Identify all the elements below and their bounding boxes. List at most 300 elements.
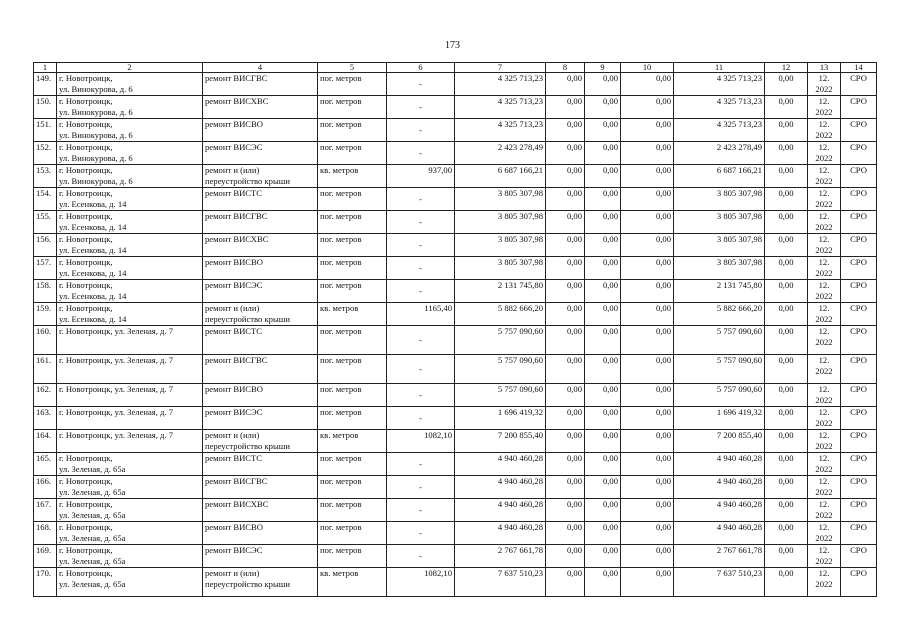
work-type-cell xyxy=(203,384,318,407)
column-number: 5 xyxy=(318,63,387,73)
unit-cell xyxy=(318,545,387,568)
row-number: 164. xyxy=(36,430,52,440)
funding-cell xyxy=(585,522,621,545)
deadline-cell xyxy=(808,73,841,96)
funding-value: 0,00 xyxy=(602,234,618,244)
funding-cell xyxy=(621,568,674,597)
funding-cell xyxy=(621,355,674,384)
work-type-cell xyxy=(203,476,318,499)
other-funding-value: 0,00 xyxy=(778,280,794,290)
work-type-line: ремонт ВИСТС xyxy=(205,453,263,463)
row-number: 162. xyxy=(36,384,52,394)
unit-cell xyxy=(318,280,387,303)
address-cell xyxy=(57,476,203,499)
fund-method: СРО xyxy=(850,522,867,532)
funding-value: 0,00 xyxy=(602,545,618,555)
quantity-cell xyxy=(387,355,455,384)
address-line: г. Новотроицк, xyxy=(59,453,113,463)
row-number: 169. xyxy=(36,545,52,555)
funding-cell xyxy=(585,430,621,453)
deadline-month: 12. xyxy=(818,96,830,106)
total-cost-cell xyxy=(455,407,546,430)
total-cost-cell xyxy=(455,476,546,499)
quantity-cell xyxy=(387,234,455,257)
funding-value: 0,00 xyxy=(655,280,671,290)
funding-cell xyxy=(546,188,585,211)
column-number: 4 xyxy=(203,63,318,73)
funding-value: 0,00 xyxy=(602,211,618,221)
other-funding-cell xyxy=(765,73,808,96)
quantity-cell xyxy=(387,476,455,499)
other-funding-cell xyxy=(765,407,808,430)
row-number-cell xyxy=(34,234,57,257)
funding-cell xyxy=(546,119,585,142)
unit-cell xyxy=(318,73,387,96)
fund-cost-value: 1 696 419,32 xyxy=(716,407,762,417)
method-cell xyxy=(841,430,877,453)
deadline-cell xyxy=(808,453,841,476)
row-number-cell xyxy=(34,568,57,597)
other-funding-cell xyxy=(765,119,808,142)
funding-cell xyxy=(585,384,621,407)
fund-cost-cell xyxy=(674,326,765,355)
table-row xyxy=(34,568,877,597)
column-number: 8 xyxy=(546,63,585,73)
row-number: 159. xyxy=(36,303,52,313)
column-number: 7 xyxy=(455,63,546,73)
deadline-cell xyxy=(808,545,841,568)
funding-cell xyxy=(621,142,674,165)
total-cost-cell xyxy=(455,119,546,142)
total-cost-cell xyxy=(455,280,546,303)
work-type-line: ремонт ВИСЭС xyxy=(205,142,263,152)
quantity-value: - xyxy=(419,147,422,158)
other-funding-value: 0,00 xyxy=(778,73,794,83)
fund-cost-value: 7 637 510,23 xyxy=(716,568,762,578)
fund-method: СРО xyxy=(850,355,867,365)
funding-value: 0,00 xyxy=(655,303,671,313)
address-line: г. Новотроицк, xyxy=(59,234,113,244)
other-funding-value: 0,00 xyxy=(778,355,794,365)
other-funding-value: 0,00 xyxy=(778,407,794,417)
funding-value: 0,00 xyxy=(602,384,618,394)
total-cost-cell xyxy=(455,430,546,453)
fund-cost-cell xyxy=(674,96,765,119)
address-line: ул. Есенкова, д. 14 xyxy=(59,245,127,255)
total-cost-cell xyxy=(455,303,546,326)
work-type-line: ремонт ВИСВО xyxy=(205,522,263,532)
method-cell xyxy=(841,73,877,96)
funding-cell xyxy=(546,545,585,568)
address-line: ул. Зеленая, д. 65а xyxy=(59,487,126,497)
total-cost-value: 7 637 510,23 xyxy=(497,568,543,578)
deadline-month: 12. xyxy=(818,73,830,83)
funding-cell xyxy=(585,119,621,142)
fund-method: СРО xyxy=(850,476,867,486)
deadline-year: 2022 xyxy=(815,84,833,94)
deadline-year: 2022 xyxy=(815,556,833,566)
funding-value: 0,00 xyxy=(655,165,671,175)
deadline-month: 12. xyxy=(818,211,830,221)
table-row xyxy=(34,326,877,355)
row-number: 166. xyxy=(36,476,52,486)
row-number-cell xyxy=(34,326,57,355)
work-type-line: ремонт ВИСХВС xyxy=(205,234,269,244)
quantity-value: - xyxy=(419,78,422,89)
total-cost-value: 2 131 745,80 xyxy=(497,280,543,290)
row-number-cell xyxy=(34,430,57,453)
quantity-value: - xyxy=(419,550,422,561)
deadline-cell xyxy=(808,234,841,257)
funding-value: 0,00 xyxy=(655,453,671,463)
column-number: 9 xyxy=(585,63,621,73)
address-line: г. Новотроицк, xyxy=(59,568,113,578)
quantity-cell xyxy=(387,430,455,453)
deadline-cell xyxy=(808,280,841,303)
deadline-cell xyxy=(808,476,841,499)
total-cost-value: 4 325 713,23 xyxy=(497,73,543,83)
deadline-year: 2022 xyxy=(815,130,833,140)
funding-cell xyxy=(546,453,585,476)
funding-value: 0,00 xyxy=(602,499,618,509)
funding-value: 0,00 xyxy=(602,119,618,129)
deadline-year: 2022 xyxy=(815,107,833,117)
quantity-value: 1082,10 xyxy=(424,568,452,578)
deadline-month: 12. xyxy=(818,303,830,313)
funding-cell xyxy=(621,326,674,355)
total-cost-cell xyxy=(455,142,546,165)
funding-cell xyxy=(621,407,674,430)
row-number-cell xyxy=(34,96,57,119)
quantity-value: - xyxy=(419,262,422,273)
method-cell xyxy=(841,211,877,234)
deadline-cell xyxy=(808,326,841,355)
unit-cell xyxy=(318,188,387,211)
total-cost-value: 3 805 307,98 xyxy=(497,257,543,267)
address-cell xyxy=(57,303,203,326)
work-type-line: ремонт ВИСЭС xyxy=(205,407,263,417)
unit-of-measure: пог. метров xyxy=(320,142,362,152)
funding-cell xyxy=(585,257,621,280)
funding-value: 0,00 xyxy=(566,234,582,244)
quantity-cell xyxy=(387,453,455,476)
work-type-cell xyxy=(203,280,318,303)
work-type-cell xyxy=(203,355,318,384)
unit-of-measure: пог. метров xyxy=(320,280,362,290)
work-type-line: ремонт ВИСТС xyxy=(205,188,263,198)
work-type-line: ремонт ВИСТС xyxy=(205,326,263,336)
unit-cell xyxy=(318,568,387,597)
address-line: ул. Зеленая, д. 65а xyxy=(59,579,126,589)
fund-cost-value: 4 940 460,28 xyxy=(716,476,762,486)
funding-value: 0,00 xyxy=(602,142,618,152)
address-line: г. Новотроицк, xyxy=(59,522,113,532)
funding-value: 0,00 xyxy=(602,165,618,175)
other-funding-value: 0,00 xyxy=(778,234,794,244)
quantity-cell xyxy=(387,545,455,568)
column-number-row xyxy=(34,63,877,73)
unit-cell xyxy=(318,234,387,257)
fund-cost-cell xyxy=(674,280,765,303)
work-type-line: ремонт ВИСХВС xyxy=(205,499,269,509)
total-cost-cell xyxy=(455,165,546,188)
funding-cell xyxy=(621,499,674,522)
work-type-line: ремонт и (или) xyxy=(205,303,260,313)
work-type-cell xyxy=(203,257,318,280)
other-funding-value: 0,00 xyxy=(778,96,794,106)
total-cost-value: 3 805 307,98 xyxy=(497,211,543,221)
funding-cell xyxy=(585,476,621,499)
row-number-cell xyxy=(34,407,57,430)
method-cell xyxy=(841,355,877,384)
fund-cost-value: 6 687 166,21 xyxy=(716,165,762,175)
funding-cell xyxy=(546,142,585,165)
table-row xyxy=(34,476,877,499)
work-type-line: переустройство крыши xyxy=(205,314,290,324)
fund-cost-cell xyxy=(674,211,765,234)
funding-cell xyxy=(585,73,621,96)
funding-cell xyxy=(585,407,621,430)
column-number: 6 xyxy=(387,63,455,73)
row-number-cell xyxy=(34,73,57,96)
fund-cost-value: 2 131 745,80 xyxy=(716,280,762,290)
address-line: г. Новотроицк, xyxy=(59,280,113,290)
total-cost-value: 5 882 666,20 xyxy=(497,303,543,313)
funding-cell xyxy=(621,165,674,188)
fund-cost-value: 4 940 460,28 xyxy=(716,522,762,532)
other-funding-cell xyxy=(765,211,808,234)
other-funding-value: 0,00 xyxy=(778,188,794,198)
funding-cell xyxy=(546,326,585,355)
work-type-cell xyxy=(203,165,318,188)
deadline-month: 12. xyxy=(818,384,830,394)
deadline-year: 2022 xyxy=(815,533,833,543)
address-line: г. Новотроицк, xyxy=(59,257,113,267)
funding-cell xyxy=(621,384,674,407)
funding-cell xyxy=(585,234,621,257)
address-cell xyxy=(57,545,203,568)
deadline-month: 12. xyxy=(818,119,830,129)
deadline-month: 12. xyxy=(818,234,830,244)
funding-cell xyxy=(585,303,621,326)
fund-cost-cell xyxy=(674,430,765,453)
deadline-month: 12. xyxy=(818,326,830,336)
row-number-cell xyxy=(34,355,57,384)
other-funding-value: 0,00 xyxy=(778,522,794,532)
work-type-cell xyxy=(203,119,318,142)
work-type-cell xyxy=(203,211,318,234)
table-row xyxy=(34,234,877,257)
column-number: 2 xyxy=(57,63,203,73)
table-row xyxy=(34,453,877,476)
funding-cell xyxy=(621,280,674,303)
method-cell xyxy=(841,407,877,430)
funding-cell xyxy=(546,384,585,407)
unit-cell xyxy=(318,499,387,522)
address-cell xyxy=(57,453,203,476)
unit-of-measure: пог. метров xyxy=(320,73,362,83)
fund-cost-cell xyxy=(674,355,765,384)
funding-cell xyxy=(546,407,585,430)
deadline-year: 2022 xyxy=(815,245,833,255)
deadline-year: 2022 xyxy=(815,176,833,186)
deadline-month: 12. xyxy=(818,522,830,532)
table-row xyxy=(34,96,877,119)
address-line: г. Новотроицк, xyxy=(59,73,113,83)
funding-value: 0,00 xyxy=(602,430,618,440)
unit-of-measure: пог. метров xyxy=(320,453,362,463)
work-type-cell xyxy=(203,96,318,119)
funding-value: 0,00 xyxy=(655,476,671,486)
unit-of-measure: пог. метров xyxy=(320,188,362,198)
other-funding-cell xyxy=(765,384,808,407)
unit-of-measure: пог. метров xyxy=(320,96,362,106)
work-type-line: переустройство крыши xyxy=(205,579,290,589)
funding-value: 0,00 xyxy=(655,499,671,509)
fund-cost-value: 2 767 661,78 xyxy=(716,545,762,555)
method-cell xyxy=(841,188,877,211)
other-funding-cell xyxy=(765,257,808,280)
method-cell xyxy=(841,499,877,522)
table-row xyxy=(34,355,877,384)
deadline-cell xyxy=(808,522,841,545)
funding-cell xyxy=(585,326,621,355)
funding-cell xyxy=(621,119,674,142)
row-number-cell xyxy=(34,476,57,499)
total-cost-value: 4 940 460,28 xyxy=(497,476,543,486)
deadline-cell xyxy=(808,211,841,234)
fund-method: СРО xyxy=(850,280,867,290)
address-cell xyxy=(57,211,203,234)
table-row xyxy=(34,142,877,165)
unit-cell xyxy=(318,303,387,326)
table-row xyxy=(34,522,877,545)
funding-value: 0,00 xyxy=(602,188,618,198)
address-line: г. Новотроицк, xyxy=(59,165,113,175)
unit-cell xyxy=(318,211,387,234)
unit-of-measure: пог. метров xyxy=(320,499,362,509)
fund-cost-value: 2 423 278,49 xyxy=(716,142,762,152)
table-row xyxy=(34,119,877,142)
total-cost-cell xyxy=(455,234,546,257)
unit-cell xyxy=(318,119,387,142)
quantity-value: - xyxy=(419,389,422,400)
address-line: г. Новотроицк, xyxy=(59,142,113,152)
funding-value: 0,00 xyxy=(566,522,582,532)
funding-value: 0,00 xyxy=(602,257,618,267)
fund-method: СРО xyxy=(850,384,867,394)
work-type-cell xyxy=(203,545,318,568)
address-cell xyxy=(57,326,203,355)
work-type-cell xyxy=(203,407,318,430)
total-cost-cell xyxy=(455,326,546,355)
address-cell xyxy=(57,430,203,453)
other-funding-value: 0,00 xyxy=(778,142,794,152)
work-type-cell xyxy=(203,326,318,355)
funding-cell xyxy=(546,499,585,522)
address-cell xyxy=(57,234,203,257)
method-cell xyxy=(841,476,877,499)
total-cost-cell xyxy=(455,188,546,211)
quantity-cell xyxy=(387,499,455,522)
funding-value: 0,00 xyxy=(602,326,618,336)
fund-method: СРО xyxy=(850,165,867,175)
deadline-cell xyxy=(808,188,841,211)
row-number-cell xyxy=(34,165,57,188)
method-cell xyxy=(841,453,877,476)
fund-cost-value: 4 325 713,23 xyxy=(716,119,762,129)
column-number: 14 xyxy=(841,63,877,73)
table-row xyxy=(34,165,877,188)
total-cost-value: 3 805 307,98 xyxy=(497,188,543,198)
funding-value: 0,00 xyxy=(566,545,582,555)
funding-value: 0,00 xyxy=(655,355,671,365)
row-number: 167. xyxy=(36,499,52,509)
method-cell xyxy=(841,303,877,326)
funding-cell xyxy=(585,211,621,234)
table-row xyxy=(34,188,877,211)
unit-cell xyxy=(318,430,387,453)
address-cell xyxy=(57,96,203,119)
address-cell xyxy=(57,165,203,188)
deadline-year: 2022 xyxy=(815,487,833,497)
funding-cell xyxy=(621,545,674,568)
work-type-cell xyxy=(203,522,318,545)
quantity-cell xyxy=(387,165,455,188)
address-line: ул. Винокурова, д. 6 xyxy=(59,130,133,140)
unit-of-measure: пог. метров xyxy=(320,355,362,365)
deadline-month: 12. xyxy=(818,257,830,267)
deadline-cell xyxy=(808,384,841,407)
table-body xyxy=(34,73,877,597)
work-type-cell xyxy=(203,568,318,597)
funding-value: 0,00 xyxy=(655,96,671,106)
other-funding-cell xyxy=(765,476,808,499)
deadline-month: 12. xyxy=(818,188,830,198)
fund-cost-cell xyxy=(674,476,765,499)
unit-cell xyxy=(318,384,387,407)
fund-method: СРО xyxy=(850,234,867,244)
fund-cost-cell xyxy=(674,453,765,476)
address-cell xyxy=(57,568,203,597)
row-number: 156. xyxy=(36,234,52,244)
unit-cell xyxy=(318,96,387,119)
funding-value: 0,00 xyxy=(566,453,582,463)
deadline-month: 12. xyxy=(818,280,830,290)
address-line: г. Новотроицк, xyxy=(59,545,113,555)
work-type-line: ремонт ВИСГВС xyxy=(205,476,268,486)
row-number-cell xyxy=(34,188,57,211)
funding-value: 0,00 xyxy=(602,73,618,83)
fund-cost-cell xyxy=(674,522,765,545)
deadline-year: 2022 xyxy=(815,366,833,376)
funding-value: 0,00 xyxy=(566,326,582,336)
row-number: 150. xyxy=(36,96,52,106)
address-line: ул. Зеленая, д. 65а xyxy=(59,464,126,474)
funding-value: 0,00 xyxy=(602,453,618,463)
table-row xyxy=(34,280,877,303)
fund-method: СРО xyxy=(850,303,867,313)
total-cost-cell xyxy=(455,545,546,568)
quantity-cell xyxy=(387,384,455,407)
funding-cell xyxy=(621,234,674,257)
other-funding-cell xyxy=(765,303,808,326)
funding-value: 0,00 xyxy=(655,142,671,152)
quantity-cell xyxy=(387,96,455,119)
funding-cell xyxy=(585,280,621,303)
address-line: г. Новотроицк, xyxy=(59,188,113,198)
quantity-value: - xyxy=(419,101,422,112)
